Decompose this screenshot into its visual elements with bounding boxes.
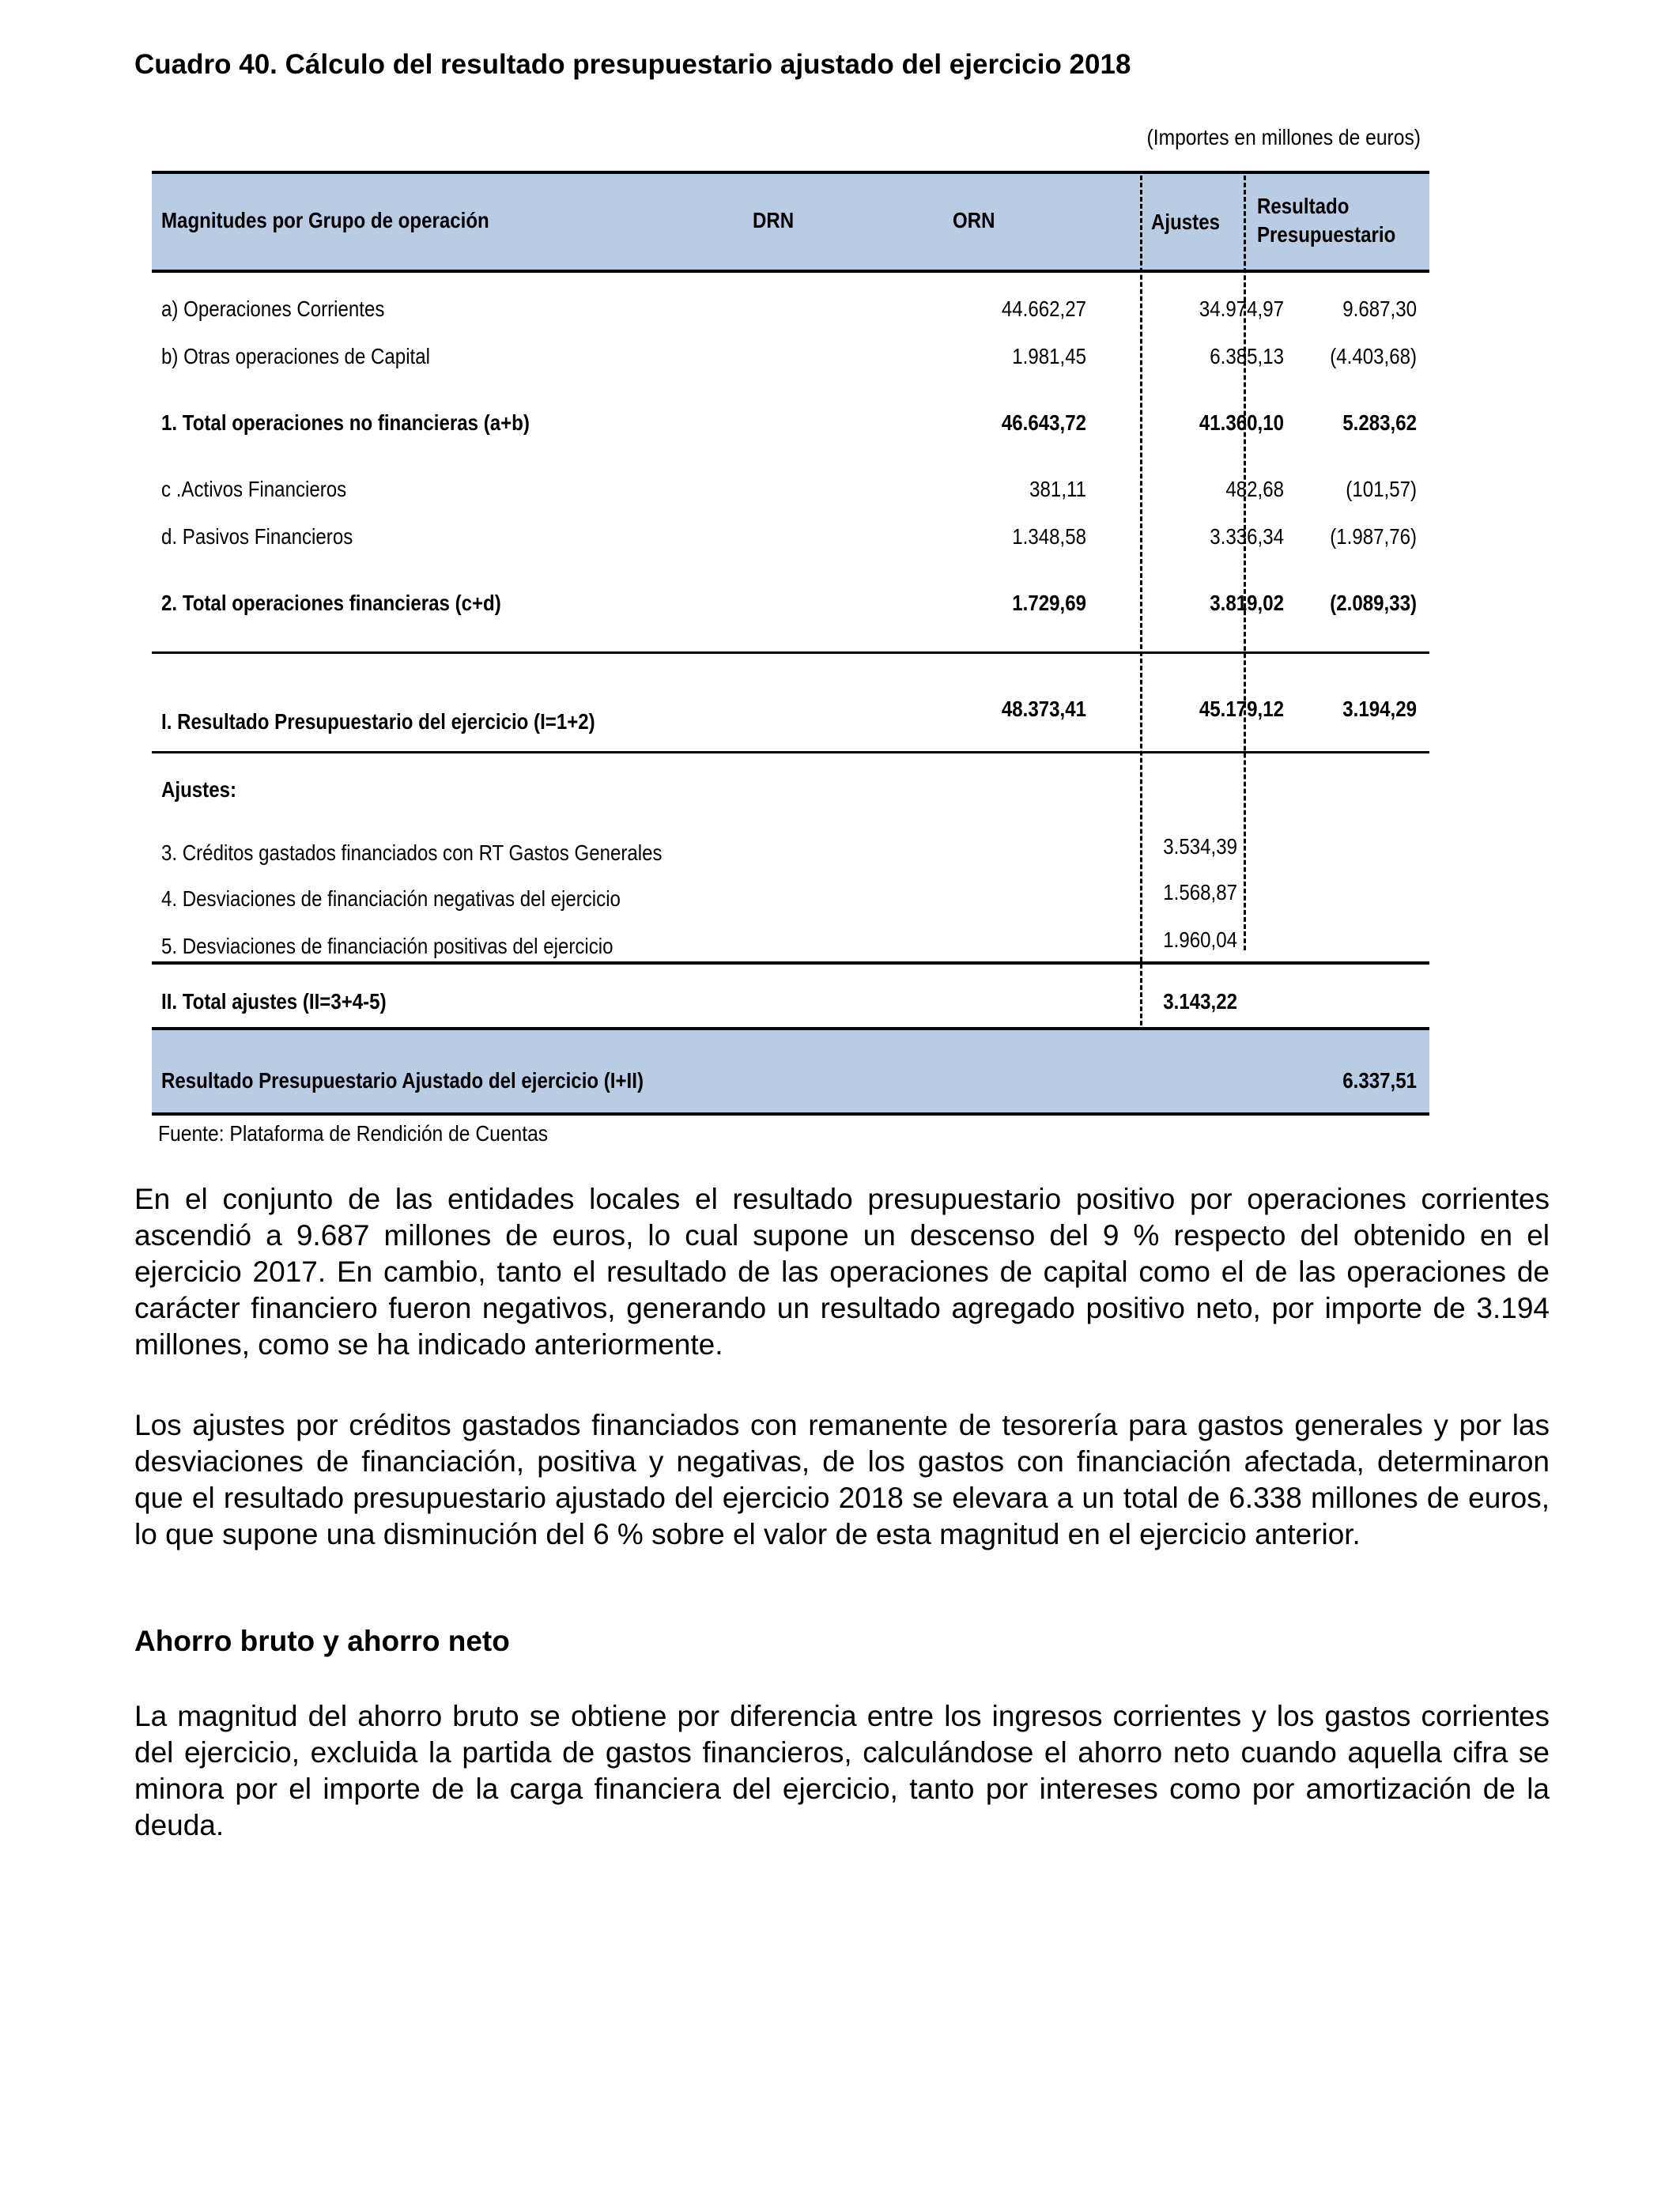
- row-adj4-label: 4. Desviaciones de financiación negativas del ejercicio: [161, 886, 621, 911]
- document-title: Cuadro 40. Cálculo del resultado presupuestario ajustado del ejercicio 2018: [134, 49, 1131, 80]
- row-adj5-ajustes: 1.960,04: [1163, 927, 1237, 952]
- row-total1-drn: 46.643,72: [1001, 410, 1086, 435]
- row-c-resultado: (101,57): [1346, 477, 1417, 501]
- row-a-drn: 44.662,27: [1001, 296, 1086, 321]
- row-final-label: Resultado Presupuestario Ajustado del ejercicio (I+II): [161, 1068, 644, 1093]
- row-c-drn: 381,11: [1029, 477, 1086, 501]
- body-paragraph-3: La magnitud del ahorro bruto se obtiene por diferencia entre los ingresos corrientes y los gastos corrientes del ejercicio, excluida la partida de gastos financieros, calculándose el ahorro neto cuando aquella cifra se minora por el importe de la carga financiera del ejercicio, tanto por intereses como por amortización de la deuda.: [134, 1700, 1550, 1841]
- row-result1-resultado: 3.194,29: [1342, 697, 1417, 721]
- row-b-resultado: (4.403,68): [1330, 344, 1417, 368]
- row-total-adj-ajustes: 3.143,22: [1163, 989, 1237, 1014]
- row-total2-label: 2. Total operaciones financieras (c+d): [161, 591, 501, 615]
- row-adj3-label: 3. Créditos gastados financiados con RT Gastos Generales: [161, 840, 663, 865]
- row-total2-orn: 3.819,02: [1210, 591, 1284, 615]
- column-header-ajustes: Ajustes: [1151, 210, 1220, 234]
- section-heading: Ahorro bruto y ahorro neto: [134, 1625, 510, 1657]
- row-adj3-ajustes: 3.534,39: [1163, 834, 1237, 859]
- column-header-magnitudes: Magnitudes por Grupo de operación: [161, 208, 489, 232]
- section-rule-2: [152, 751, 1429, 753]
- row-c-label: c .Activos Financieros: [161, 477, 347, 501]
- row-adj5-label: 5. Desviaciones de financiación positivas del ejercicio: [161, 934, 613, 958]
- row-b-orn: 6.385,13: [1210, 344, 1284, 368]
- row-total1-resultado: 5.283,62: [1342, 410, 1417, 435]
- section-rule-1: [152, 651, 1429, 654]
- row-result1-orn: 45.179,12: [1199, 697, 1284, 721]
- row-total1-orn: 41.360,10: [1199, 410, 1284, 435]
- row-a-resultado: 9.687,30: [1342, 296, 1417, 321]
- column-header-orn: ORN: [953, 208, 995, 232]
- table-bottom-rule: [152, 1112, 1429, 1116]
- row-total2-drn: 1.729,69: [1012, 591, 1086, 615]
- section-rule-3: [152, 961, 1429, 965]
- body-paragraph-1: En el conjunto de las entidades locales el resultado presupuestario positivo por operaciones corrientes ascendió a 9.687 millones de euros, lo cual supone un descenso del 9 % respecto del obtenido en el ejercicio 2017. En cambio, tanto el resultado de las operaciones de capital como el de las operaciones de carácter financiero fueron negativos, generando un resultado agregado positivo neto, por importe de 3.194 millones, como se ha indicado anteriormente.: [134, 1183, 1550, 1361]
- row-final-resultado: 6.337,51: [1342, 1068, 1417, 1093]
- row-a-label: a) Operaciones Corrientes: [161, 296, 385, 321]
- row-b-drn: 1.981,45: [1012, 344, 1086, 368]
- units-note: (Importes en millones de euros): [1146, 125, 1421, 149]
- ajustes-right-separator: [1244, 176, 1246, 950]
- table-top-rule: [152, 171, 1429, 174]
- row-d-orn: 3.336,34: [1210, 524, 1284, 549]
- table-header-rule: [152, 270, 1429, 273]
- row-d-label: d. Pasivos Financieros: [161, 524, 353, 549]
- row-result1-drn: 48.373,41: [1001, 697, 1086, 721]
- row-d-drn: 1.348,58: [1012, 524, 1086, 549]
- row-total-adj-label: II. Total ajustes (II=3+4-5): [161, 989, 387, 1014]
- ajustes-heading: Ajustes:: [161, 777, 237, 802]
- row-adj4-ajustes: 1.568,87: [1163, 880, 1237, 904]
- column-header-resultado-line1: Resultado: [1257, 194, 1350, 218]
- row-total2-resultado: (2.089,33): [1330, 591, 1417, 615]
- column-header-resultado-line2: Presupuestario: [1257, 222, 1396, 247]
- row-result1-label: I. Resultado Presupuestario del ejercicio (I=1+2): [161, 709, 595, 734]
- row-total1-label: 1. Total operaciones no financieras (a+b): [161, 410, 530, 435]
- source-note: Fuente: Plataforma de Rendición de Cuentas: [158, 1121, 549, 1146]
- row-b-label: b) Otras operaciones de Capital: [161, 344, 430, 368]
- budget-result-table: [152, 171, 1429, 1116]
- body-paragraph-2: Los ajustes por créditos gastados financiados con remanente de tesorería para gastos generales y por las desviaciones de financiación, positiva y negativas, de los gastos con financiación afectada, determinaron que el resultado presupuestario ajustado del ejercicio 2018 se elevara a un total de 6.338 millones de euros, lo que supone una disminución del 6 % sobre el valor de esta magnitud en el ejercicio anterior.: [134, 1409, 1550, 1550]
- row-d-resultado: (1.987,76): [1330, 524, 1417, 549]
- row-c-orn: 482,68: [1225, 477, 1284, 501]
- row-a-orn: 34.974,97: [1199, 296, 1284, 321]
- column-header-drn: DRN: [753, 208, 795, 232]
